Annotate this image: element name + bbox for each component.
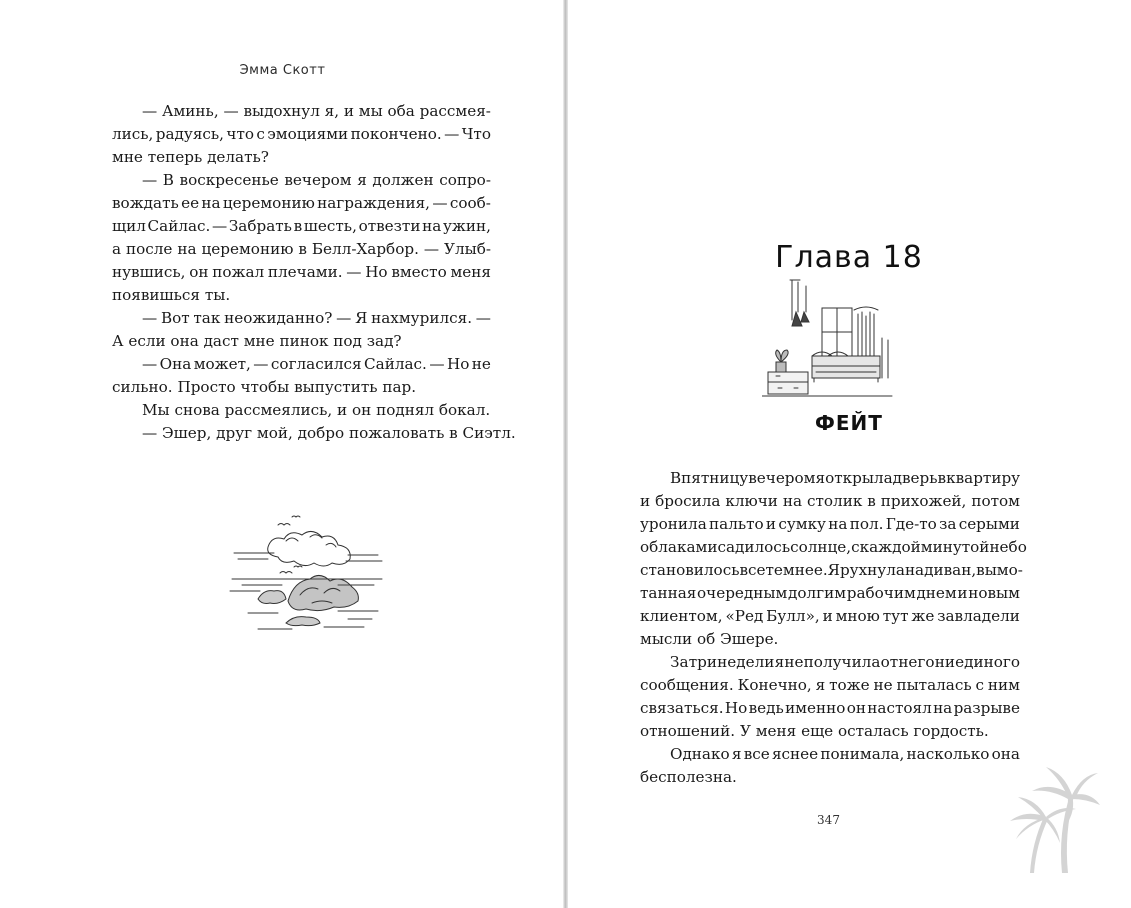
left-page-text-line: лись, радуясь, что с эмоциями покончено. — Что xyxy=(112,125,491,143)
right-page-text-line: Однако я все яснее понимала, насколько она xyxy=(670,745,1020,763)
right-page-text-line: облаками садилось солнце, с каждой минутой небо xyxy=(640,538,1027,556)
left-page-text-line: нувшись, он пожал плечами. — Но вместо меня xyxy=(112,263,491,281)
rock-icon xyxy=(258,591,286,604)
left-page-text-line: мне теперь делать? xyxy=(112,148,269,166)
left-page-text-line: — Аминь, — выдохнул я, и мы оба рассмея- xyxy=(142,102,491,120)
right-page-text-line: сообщения. Конечно, я тоже не пыталась с ним xyxy=(640,676,1020,694)
book-gutter xyxy=(563,0,568,908)
right-page-text-line: танная очередным долгим рабочим днем и новым xyxy=(640,584,1020,602)
right-page-text-line: связаться. Но ведь именно он настоял на разрыве xyxy=(640,699,1020,717)
seascape-illustration xyxy=(228,495,388,635)
bird-icon xyxy=(294,566,302,567)
left-page-text-line: а после на церемонию в Белл-Харбор. — Улыб- xyxy=(112,240,491,258)
left-page-text-line: — В воскресенье вечером я должен сопро- xyxy=(142,171,491,189)
left-page-text-line: — Она может, — согласился Сайлас. — Но не xyxy=(142,355,491,373)
pendant-lamp-icon xyxy=(801,312,809,322)
right-page-text-line: уронила пальто и сумку на пол. Где-то за серыми xyxy=(640,515,1020,533)
bird-icon xyxy=(280,572,292,574)
right-page-text-line: В пятницу вечером я открыла дверь в квартиру xyxy=(670,469,1021,487)
bird-icon xyxy=(292,516,300,517)
bed-icon xyxy=(812,356,880,378)
right-page-text-line: клиентом, «Ред Булл», и мною тут же завладели xyxy=(640,607,1020,625)
right-page-text xyxy=(640,467,1027,789)
rock-icon xyxy=(288,575,358,610)
right-page-text-line: мысли об Эшере. xyxy=(640,630,779,648)
chapter-title: Глава 18 xyxy=(775,240,923,275)
bird-icon xyxy=(278,524,290,526)
left-page-text-line: щил Сайлас. — Забрать в шесть, отвезти на ужин, xyxy=(112,217,491,235)
running-head-author: Эмма Скотт xyxy=(239,63,326,78)
plant-icon xyxy=(776,350,788,372)
left-page-text-line: А если она даст мне пинок под зад? xyxy=(112,332,402,350)
right-page-text-line: отношений. У меня еще осталась гордость. xyxy=(640,722,989,740)
nightstand-icon xyxy=(768,372,808,394)
rock-icon xyxy=(286,617,320,626)
bedroom-illustration xyxy=(762,278,898,400)
right-page-text-line: За три недели я не получила от него ни единого xyxy=(670,653,1020,671)
left-page-text-line: появишься ты. xyxy=(112,286,231,304)
cloud-icon xyxy=(268,531,351,566)
page-number: 347 xyxy=(817,813,840,827)
left-page-text-line: — Эшер, друг мой, добро пожаловать в Сиэтл. xyxy=(142,424,516,442)
pendant-lamp-icon xyxy=(792,312,802,326)
right-page-text-line: бесполезна. xyxy=(640,768,737,786)
left-page-text-line: — Вот так неожиданно? — Я нахмурился. — xyxy=(142,309,491,327)
left-page-text-line: сильно. Просто чтобы выпустить пар. xyxy=(112,378,417,396)
chapter-narrator: ФЕЙТ xyxy=(815,411,883,435)
left-page-text-line: вождать ее на церемонию награждения, — сооб- xyxy=(112,194,491,212)
left-page-text xyxy=(112,100,516,445)
right-page-text-line: становилось все темнее. Я рухнула на диван, вымо- xyxy=(640,561,1023,579)
left-page-text-line: Мы снова рассмеялись, и он поднял бокал. xyxy=(142,401,491,419)
right-page-text-line: и бросила ключи на столик в прихожей, потом xyxy=(640,492,1020,510)
palm-tree-watermark-icon xyxy=(1000,765,1100,875)
